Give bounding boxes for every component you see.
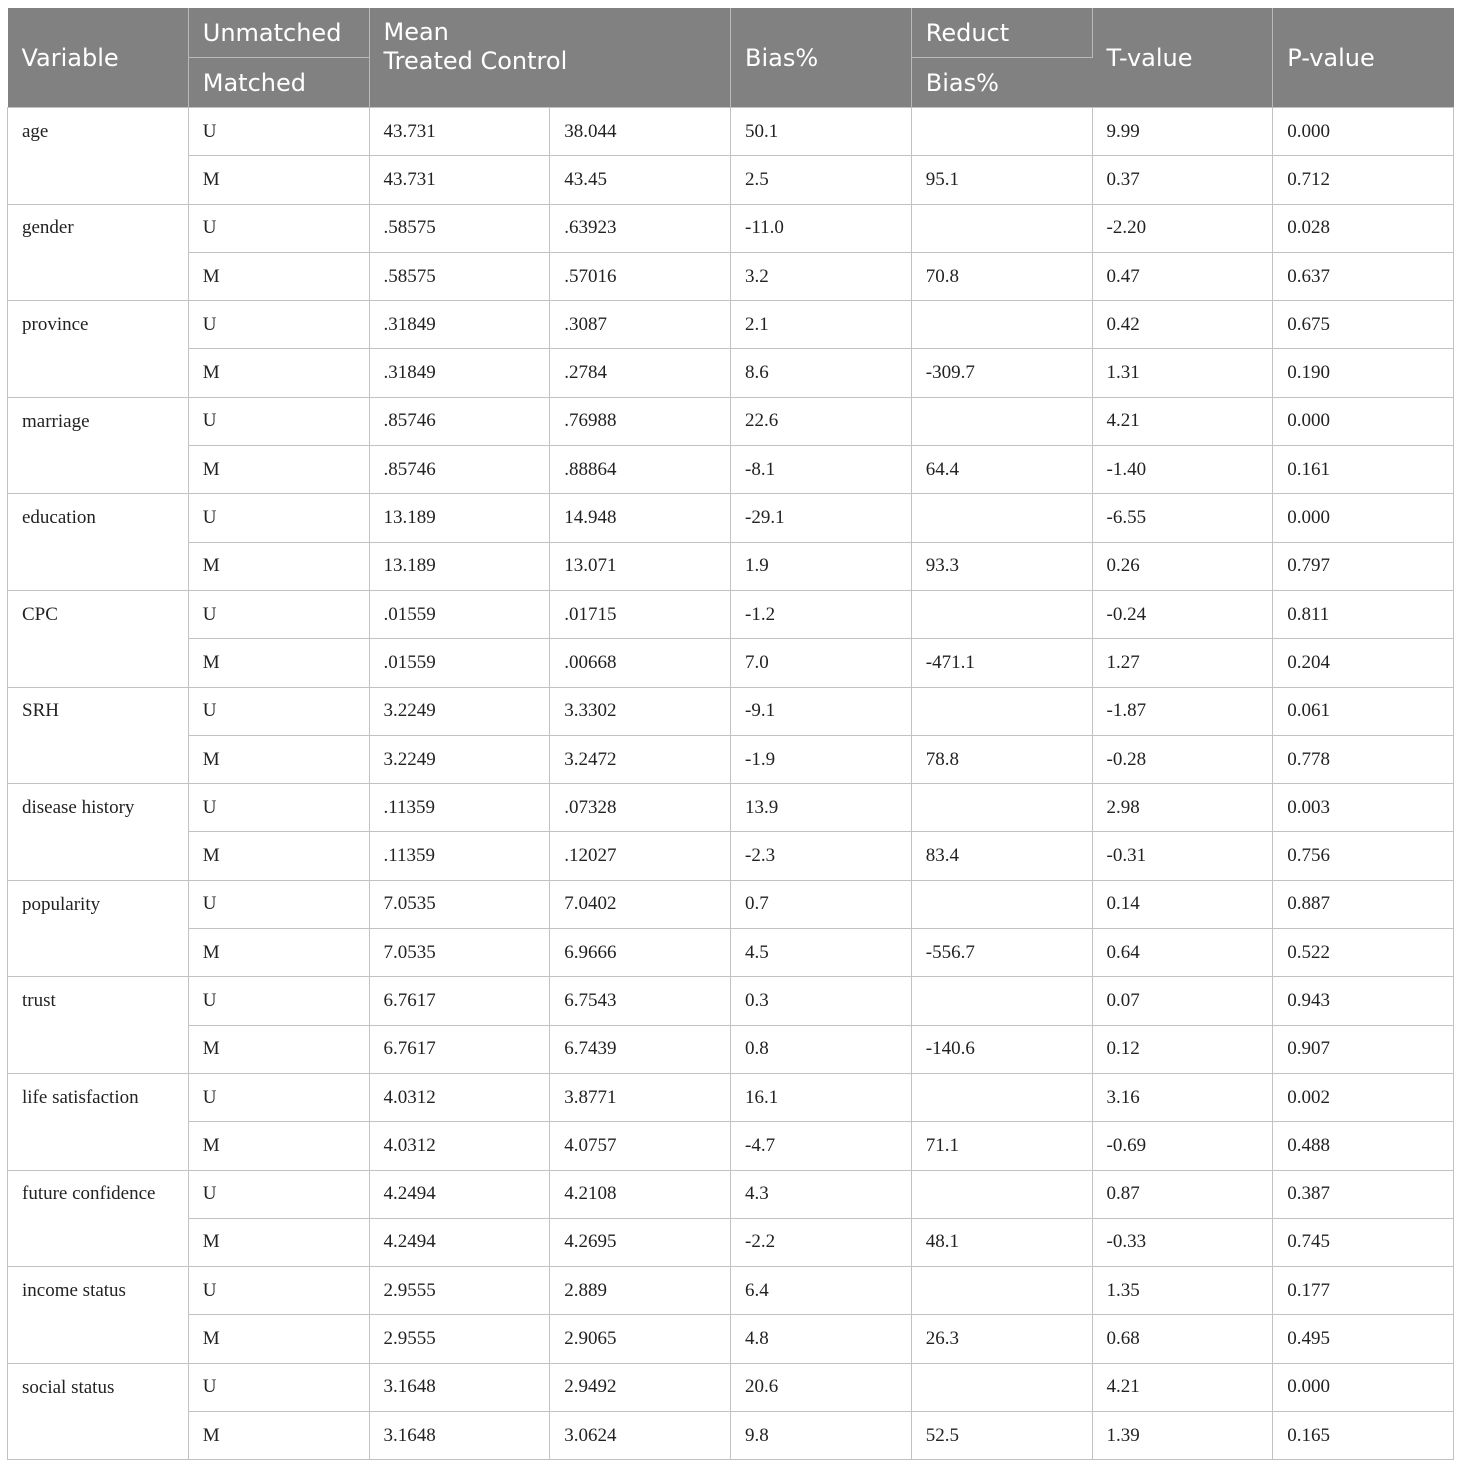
variable-cell: social status bbox=[8, 1363, 189, 1411]
table-row bbox=[8, 687, 1454, 735]
t-value-cell: -0.69 bbox=[1092, 1122, 1273, 1170]
bias-cell: -11.0 bbox=[731, 204, 912, 252]
reduct-bias-cell bbox=[911, 108, 1092, 156]
t-value-cell: -0.28 bbox=[1092, 735, 1273, 783]
table-row bbox=[8, 832, 1454, 880]
p-value-cell: 0.000 bbox=[1273, 1363, 1454, 1411]
t-value-cell: 0.42 bbox=[1092, 301, 1273, 349]
matched-flag-cell: U bbox=[188, 1267, 369, 1315]
t-value-cell: 0.37 bbox=[1092, 156, 1273, 204]
header-bias: Bias% bbox=[731, 8, 912, 108]
p-value-cell: 0.637 bbox=[1273, 252, 1454, 300]
table-body bbox=[8, 108, 1454, 1460]
p-value-cell: 0.165 bbox=[1273, 1412, 1454, 1460]
header-matched: Matched bbox=[188, 58, 369, 108]
variable-cell-empty bbox=[8, 1315, 189, 1363]
bias-cell: 0.8 bbox=[731, 1025, 912, 1073]
bias-cell: 8.6 bbox=[731, 349, 912, 397]
control-mean-cell: 14.948 bbox=[550, 494, 731, 542]
p-value-cell: 0.000 bbox=[1273, 397, 1454, 445]
control-mean-cell: .57016 bbox=[550, 252, 731, 300]
bias-cell: 2.1 bbox=[731, 301, 912, 349]
table-row bbox=[8, 494, 1454, 542]
table-row bbox=[8, 1315, 1454, 1363]
treated-mean-cell: 7.0535 bbox=[369, 929, 550, 977]
matched-flag-cell: U bbox=[188, 590, 369, 638]
variable-cell-empty bbox=[8, 1218, 189, 1266]
bias-cell: 16.1 bbox=[731, 1073, 912, 1121]
p-value-cell: 0.190 bbox=[1273, 349, 1454, 397]
header-mean-label: Mean bbox=[383, 18, 449, 46]
variable-cell-empty bbox=[8, 639, 189, 687]
reduct-bias-cell bbox=[911, 590, 1092, 638]
variable-cell-empty bbox=[8, 1122, 189, 1170]
table-row bbox=[8, 252, 1454, 300]
variable-cell: future confidence bbox=[8, 1170, 189, 1218]
table-row bbox=[8, 204, 1454, 252]
bias-cell: 20.6 bbox=[731, 1363, 912, 1411]
control-mean-cell: .01715 bbox=[550, 590, 731, 638]
header-t-value: T-value bbox=[1092, 8, 1273, 108]
variable-cell: CPC bbox=[8, 590, 189, 638]
p-value-cell: 0.161 bbox=[1273, 446, 1454, 494]
control-mean-cell: 3.0624 bbox=[550, 1412, 731, 1460]
variable-cell-empty bbox=[8, 446, 189, 494]
treated-mean-cell: 43.731 bbox=[369, 108, 550, 156]
table-row bbox=[8, 590, 1454, 638]
table-header bbox=[8, 8, 1454, 108]
balance-table bbox=[7, 8, 1454, 1460]
reduct-bias-cell bbox=[911, 687, 1092, 735]
matched-flag-cell: U bbox=[188, 687, 369, 735]
treated-mean-cell: 6.7617 bbox=[369, 977, 550, 1025]
matched-flag-cell: M bbox=[188, 156, 369, 204]
balance-table-container bbox=[7, 8, 1453, 1460]
matched-flag-cell: U bbox=[188, 108, 369, 156]
p-value-cell: 0.028 bbox=[1273, 204, 1454, 252]
reduct-bias-cell: 70.8 bbox=[911, 252, 1092, 300]
header-variable: Variable bbox=[8, 8, 189, 108]
variable-cell: popularity bbox=[8, 880, 189, 928]
matched-flag-cell: M bbox=[188, 1122, 369, 1170]
bias-cell: 0.7 bbox=[731, 880, 912, 928]
variable-cell: province bbox=[8, 301, 189, 349]
control-mean-cell: .07328 bbox=[550, 784, 731, 832]
control-mean-cell: 3.3302 bbox=[550, 687, 731, 735]
treated-mean-cell: 3.2249 bbox=[369, 687, 550, 735]
matched-flag-cell: U bbox=[188, 1170, 369, 1218]
matched-flag-cell: U bbox=[188, 301, 369, 349]
control-mean-cell: 43.45 bbox=[550, 156, 731, 204]
table-row bbox=[8, 1363, 1454, 1411]
table-row bbox=[8, 108, 1454, 156]
p-value-cell: 0.778 bbox=[1273, 735, 1454, 783]
control-mean-cell: .00668 bbox=[550, 639, 731, 687]
bias-cell: 7.0 bbox=[731, 639, 912, 687]
t-value-cell: 4.21 bbox=[1092, 1363, 1273, 1411]
treated-mean-cell: 13.189 bbox=[369, 542, 550, 590]
variable-cell-empty bbox=[8, 1412, 189, 1460]
t-value-cell: -0.24 bbox=[1092, 590, 1273, 638]
table-row bbox=[8, 156, 1454, 204]
t-value-cell: -6.55 bbox=[1092, 494, 1273, 542]
control-mean-cell: 6.7543 bbox=[550, 977, 731, 1025]
variable-cell-empty bbox=[8, 832, 189, 880]
variable-cell-empty bbox=[8, 252, 189, 300]
t-value-cell: 0.47 bbox=[1092, 252, 1273, 300]
control-mean-cell: 38.044 bbox=[550, 108, 731, 156]
bias-cell: 3.2 bbox=[731, 252, 912, 300]
reduct-bias-cell: 26.3 bbox=[911, 1315, 1092, 1363]
table-row bbox=[8, 929, 1454, 977]
reduct-bias-cell: -140.6 bbox=[911, 1025, 1092, 1073]
matched-flag-cell: M bbox=[188, 639, 369, 687]
treated-mean-cell: .01559 bbox=[369, 639, 550, 687]
treated-mean-cell: 7.0535 bbox=[369, 880, 550, 928]
table-row bbox=[8, 542, 1454, 590]
treated-mean-cell: .31849 bbox=[369, 349, 550, 397]
variable-cell: age bbox=[8, 108, 189, 156]
treated-mean-cell: 3.1648 bbox=[369, 1412, 550, 1460]
control-mean-cell: .88864 bbox=[550, 446, 731, 494]
p-value-cell: 0.003 bbox=[1273, 784, 1454, 832]
variable-cell: education bbox=[8, 494, 189, 542]
p-value-cell: 0.177 bbox=[1273, 1267, 1454, 1315]
p-value-cell: 0.811 bbox=[1273, 590, 1454, 638]
matched-flag-cell: U bbox=[188, 397, 369, 445]
t-value-cell: 4.21 bbox=[1092, 397, 1273, 445]
treated-mean-cell: .11359 bbox=[369, 832, 550, 880]
bias-cell: 0.3 bbox=[731, 977, 912, 1025]
matched-flag-cell: M bbox=[188, 1315, 369, 1363]
control-mean-cell: .3087 bbox=[550, 301, 731, 349]
treated-mean-cell: .58575 bbox=[369, 252, 550, 300]
treated-mean-cell: 3.2249 bbox=[369, 735, 550, 783]
variable-cell-empty bbox=[8, 735, 189, 783]
reduct-bias-cell: 64.4 bbox=[911, 446, 1092, 494]
p-value-cell: 0.907 bbox=[1273, 1025, 1454, 1073]
bias-cell: 4.5 bbox=[731, 929, 912, 977]
t-value-cell: 0.07 bbox=[1092, 977, 1273, 1025]
p-value-cell: 0.488 bbox=[1273, 1122, 1454, 1170]
control-mean-cell: .2784 bbox=[550, 349, 731, 397]
t-value-cell: 0.68 bbox=[1092, 1315, 1273, 1363]
table-row bbox=[8, 301, 1454, 349]
reduct-bias-cell bbox=[911, 1363, 1092, 1411]
treated-mean-cell: 3.1648 bbox=[369, 1363, 550, 1411]
control-mean-cell: 3.8771 bbox=[550, 1073, 731, 1121]
table-row bbox=[8, 639, 1454, 687]
p-value-cell: 0.387 bbox=[1273, 1170, 1454, 1218]
reduct-bias-cell bbox=[911, 1073, 1092, 1121]
reduct-bias-cell: 52.5 bbox=[911, 1412, 1092, 1460]
reduct-bias-cell: 83.4 bbox=[911, 832, 1092, 880]
t-value-cell: 0.12 bbox=[1092, 1025, 1273, 1073]
treated-mean-cell: 4.2494 bbox=[369, 1218, 550, 1266]
control-mean-cell: 4.2108 bbox=[550, 1170, 731, 1218]
treated-mean-cell: 4.0312 bbox=[369, 1073, 550, 1121]
matched-flag-cell: M bbox=[188, 1412, 369, 1460]
treated-mean-cell: .58575 bbox=[369, 204, 550, 252]
matched-flag-cell: M bbox=[188, 446, 369, 494]
control-mean-cell: .76988 bbox=[550, 397, 731, 445]
bias-cell: -2.3 bbox=[731, 832, 912, 880]
table-row bbox=[8, 1267, 1454, 1315]
reduct-bias-cell bbox=[911, 204, 1092, 252]
reduct-bias-cell bbox=[911, 1170, 1092, 1218]
reduct-bias-cell: 71.1 bbox=[911, 1122, 1092, 1170]
reduct-bias-cell bbox=[911, 301, 1092, 349]
treated-mean-cell: 43.731 bbox=[369, 156, 550, 204]
variable-cell: life satisfaction bbox=[8, 1073, 189, 1121]
control-mean-cell: 4.2695 bbox=[550, 1218, 731, 1266]
treated-mean-cell: .85746 bbox=[369, 397, 550, 445]
bias-cell: 9.8 bbox=[731, 1412, 912, 1460]
reduct-bias-cell bbox=[911, 494, 1092, 542]
bias-cell: -2.2 bbox=[731, 1218, 912, 1266]
matched-flag-cell: M bbox=[188, 1218, 369, 1266]
t-value-cell: 1.39 bbox=[1092, 1412, 1273, 1460]
t-value-cell: 1.27 bbox=[1092, 639, 1273, 687]
p-value-cell: 0.887 bbox=[1273, 880, 1454, 928]
header-reduct: Reduct bbox=[911, 8, 1092, 58]
bias-cell: -8.1 bbox=[731, 446, 912, 494]
reduct-bias-cell: -309.7 bbox=[911, 349, 1092, 397]
variable-cell-empty bbox=[8, 1025, 189, 1073]
bias-cell: 4.3 bbox=[731, 1170, 912, 1218]
variable-cell-empty bbox=[8, 349, 189, 397]
t-value-cell: 0.87 bbox=[1092, 1170, 1273, 1218]
treated-mean-cell: 4.0312 bbox=[369, 1122, 550, 1170]
variable-cell: SRH bbox=[8, 687, 189, 735]
bias-cell: 13.9 bbox=[731, 784, 912, 832]
t-value-cell: 1.35 bbox=[1092, 1267, 1273, 1315]
bias-cell: -1.2 bbox=[731, 590, 912, 638]
p-value-cell: 0.943 bbox=[1273, 977, 1454, 1025]
reduct-bias-cell: 93.3 bbox=[911, 542, 1092, 590]
matched-flag-cell: U bbox=[188, 494, 369, 542]
reduct-bias-cell: 95.1 bbox=[911, 156, 1092, 204]
bias-cell: 22.6 bbox=[731, 397, 912, 445]
t-value-cell: 1.31 bbox=[1092, 349, 1273, 397]
matched-flag-cell: M bbox=[188, 542, 369, 590]
reduct-bias-cell: 48.1 bbox=[911, 1218, 1092, 1266]
bias-cell: 6.4 bbox=[731, 1267, 912, 1315]
variable-cell: disease history bbox=[8, 784, 189, 832]
variable-cell-empty bbox=[8, 929, 189, 977]
p-value-cell: 0.204 bbox=[1273, 639, 1454, 687]
bias-cell: -4.7 bbox=[731, 1122, 912, 1170]
header-mean bbox=[369, 8, 731, 108]
reduct-bias-cell: 78.8 bbox=[911, 735, 1092, 783]
treated-mean-cell: 4.2494 bbox=[369, 1170, 550, 1218]
t-value-cell: 0.64 bbox=[1092, 929, 1273, 977]
reduct-bias-cell bbox=[911, 880, 1092, 928]
header-treated-control-label: Treated Control bbox=[383, 47, 568, 75]
table-row bbox=[8, 1122, 1454, 1170]
reduct-bias-cell bbox=[911, 1267, 1092, 1315]
treated-mean-cell: 2.9555 bbox=[369, 1267, 550, 1315]
variable-cell-empty bbox=[8, 542, 189, 590]
treated-mean-cell: 2.9555 bbox=[369, 1315, 550, 1363]
p-value-cell: 0.756 bbox=[1273, 832, 1454, 880]
header-reduct-bias: Bias% bbox=[911, 58, 1092, 108]
t-value-cell: 0.26 bbox=[1092, 542, 1273, 590]
table-row bbox=[8, 397, 1454, 445]
t-value-cell: 2.98 bbox=[1092, 784, 1273, 832]
t-value-cell: 0.14 bbox=[1092, 880, 1273, 928]
t-value-cell: -1.87 bbox=[1092, 687, 1273, 735]
bias-cell: -9.1 bbox=[731, 687, 912, 735]
variable-cell: marriage bbox=[8, 397, 189, 445]
p-value-cell: 0.002 bbox=[1273, 1073, 1454, 1121]
p-value-cell: 0.000 bbox=[1273, 494, 1454, 542]
control-mean-cell: 2.889 bbox=[550, 1267, 731, 1315]
matched-flag-cell: M bbox=[188, 1025, 369, 1073]
table-row bbox=[8, 880, 1454, 928]
table-row bbox=[8, 1170, 1454, 1218]
control-mean-cell: .12027 bbox=[550, 832, 731, 880]
matched-flag-cell: M bbox=[188, 349, 369, 397]
matched-flag-cell: U bbox=[188, 1363, 369, 1411]
table-row bbox=[8, 1025, 1454, 1073]
p-value-cell: 0.495 bbox=[1273, 1315, 1454, 1363]
matched-flag-cell: M bbox=[188, 252, 369, 300]
control-mean-cell: 7.0402 bbox=[550, 880, 731, 928]
matched-flag-cell: M bbox=[188, 929, 369, 977]
variable-cell: trust bbox=[8, 977, 189, 1025]
bias-cell: -1.9 bbox=[731, 735, 912, 783]
p-value-cell: 0.712 bbox=[1273, 156, 1454, 204]
table-row bbox=[8, 446, 1454, 494]
matched-flag-cell: U bbox=[188, 880, 369, 928]
p-value-cell: 0.000 bbox=[1273, 108, 1454, 156]
table-row bbox=[8, 1218, 1454, 1266]
table-row bbox=[8, 1073, 1454, 1121]
bias-cell: 4.8 bbox=[731, 1315, 912, 1363]
treated-mean-cell: 13.189 bbox=[369, 494, 550, 542]
t-value-cell: 9.99 bbox=[1092, 108, 1273, 156]
matched-flag-cell: M bbox=[188, 832, 369, 880]
t-value-cell: -0.31 bbox=[1092, 832, 1273, 880]
p-value-cell: 0.675 bbox=[1273, 301, 1454, 349]
control-mean-cell: 4.0757 bbox=[550, 1122, 731, 1170]
variable-cell: gender bbox=[8, 204, 189, 252]
t-value-cell: -0.33 bbox=[1092, 1218, 1273, 1266]
t-value-cell: -2.20 bbox=[1092, 204, 1273, 252]
treated-mean-cell: .11359 bbox=[369, 784, 550, 832]
control-mean-cell: 6.9666 bbox=[550, 929, 731, 977]
treated-mean-cell: .31849 bbox=[369, 301, 550, 349]
header-p-value: P-value bbox=[1273, 8, 1454, 108]
reduct-bias-cell bbox=[911, 397, 1092, 445]
matched-flag-cell: U bbox=[188, 204, 369, 252]
treated-mean-cell: 6.7617 bbox=[369, 1025, 550, 1073]
reduct-bias-cell: -556.7 bbox=[911, 929, 1092, 977]
reduct-bias-cell: -471.1 bbox=[911, 639, 1092, 687]
control-mean-cell: .63923 bbox=[550, 204, 731, 252]
bias-cell: 50.1 bbox=[731, 108, 912, 156]
reduct-bias-cell bbox=[911, 784, 1092, 832]
p-value-cell: 0.522 bbox=[1273, 929, 1454, 977]
t-value-cell: 3.16 bbox=[1092, 1073, 1273, 1121]
bias-cell: -29.1 bbox=[731, 494, 912, 542]
bias-cell: 2.5 bbox=[731, 156, 912, 204]
table-row bbox=[8, 977, 1454, 1025]
control-mean-cell: 3.2472 bbox=[550, 735, 731, 783]
matched-flag-cell: U bbox=[188, 784, 369, 832]
variable-cell: income status bbox=[8, 1267, 189, 1315]
matched-flag-cell: U bbox=[188, 977, 369, 1025]
treated-mean-cell: .85746 bbox=[369, 446, 550, 494]
t-value-cell: -1.40 bbox=[1092, 446, 1273, 494]
matched-flag-cell: M bbox=[188, 735, 369, 783]
table-row bbox=[8, 784, 1454, 832]
treated-mean-cell: .01559 bbox=[369, 590, 550, 638]
matched-flag-cell: U bbox=[188, 1073, 369, 1121]
table-row bbox=[8, 1412, 1454, 1460]
header-unmatched: Unmatched bbox=[188, 8, 369, 58]
table-row bbox=[8, 349, 1454, 397]
variable-cell-empty bbox=[8, 156, 189, 204]
control-mean-cell: 2.9065 bbox=[550, 1315, 731, 1363]
p-value-cell: 0.061 bbox=[1273, 687, 1454, 735]
reduct-bias-cell bbox=[911, 977, 1092, 1025]
control-mean-cell: 2.9492 bbox=[550, 1363, 731, 1411]
control-mean-cell: 6.7439 bbox=[550, 1025, 731, 1073]
p-value-cell: 0.745 bbox=[1273, 1218, 1454, 1266]
control-mean-cell: 13.071 bbox=[550, 542, 731, 590]
p-value-cell: 0.797 bbox=[1273, 542, 1454, 590]
table-row bbox=[8, 735, 1454, 783]
bias-cell: 1.9 bbox=[731, 542, 912, 590]
